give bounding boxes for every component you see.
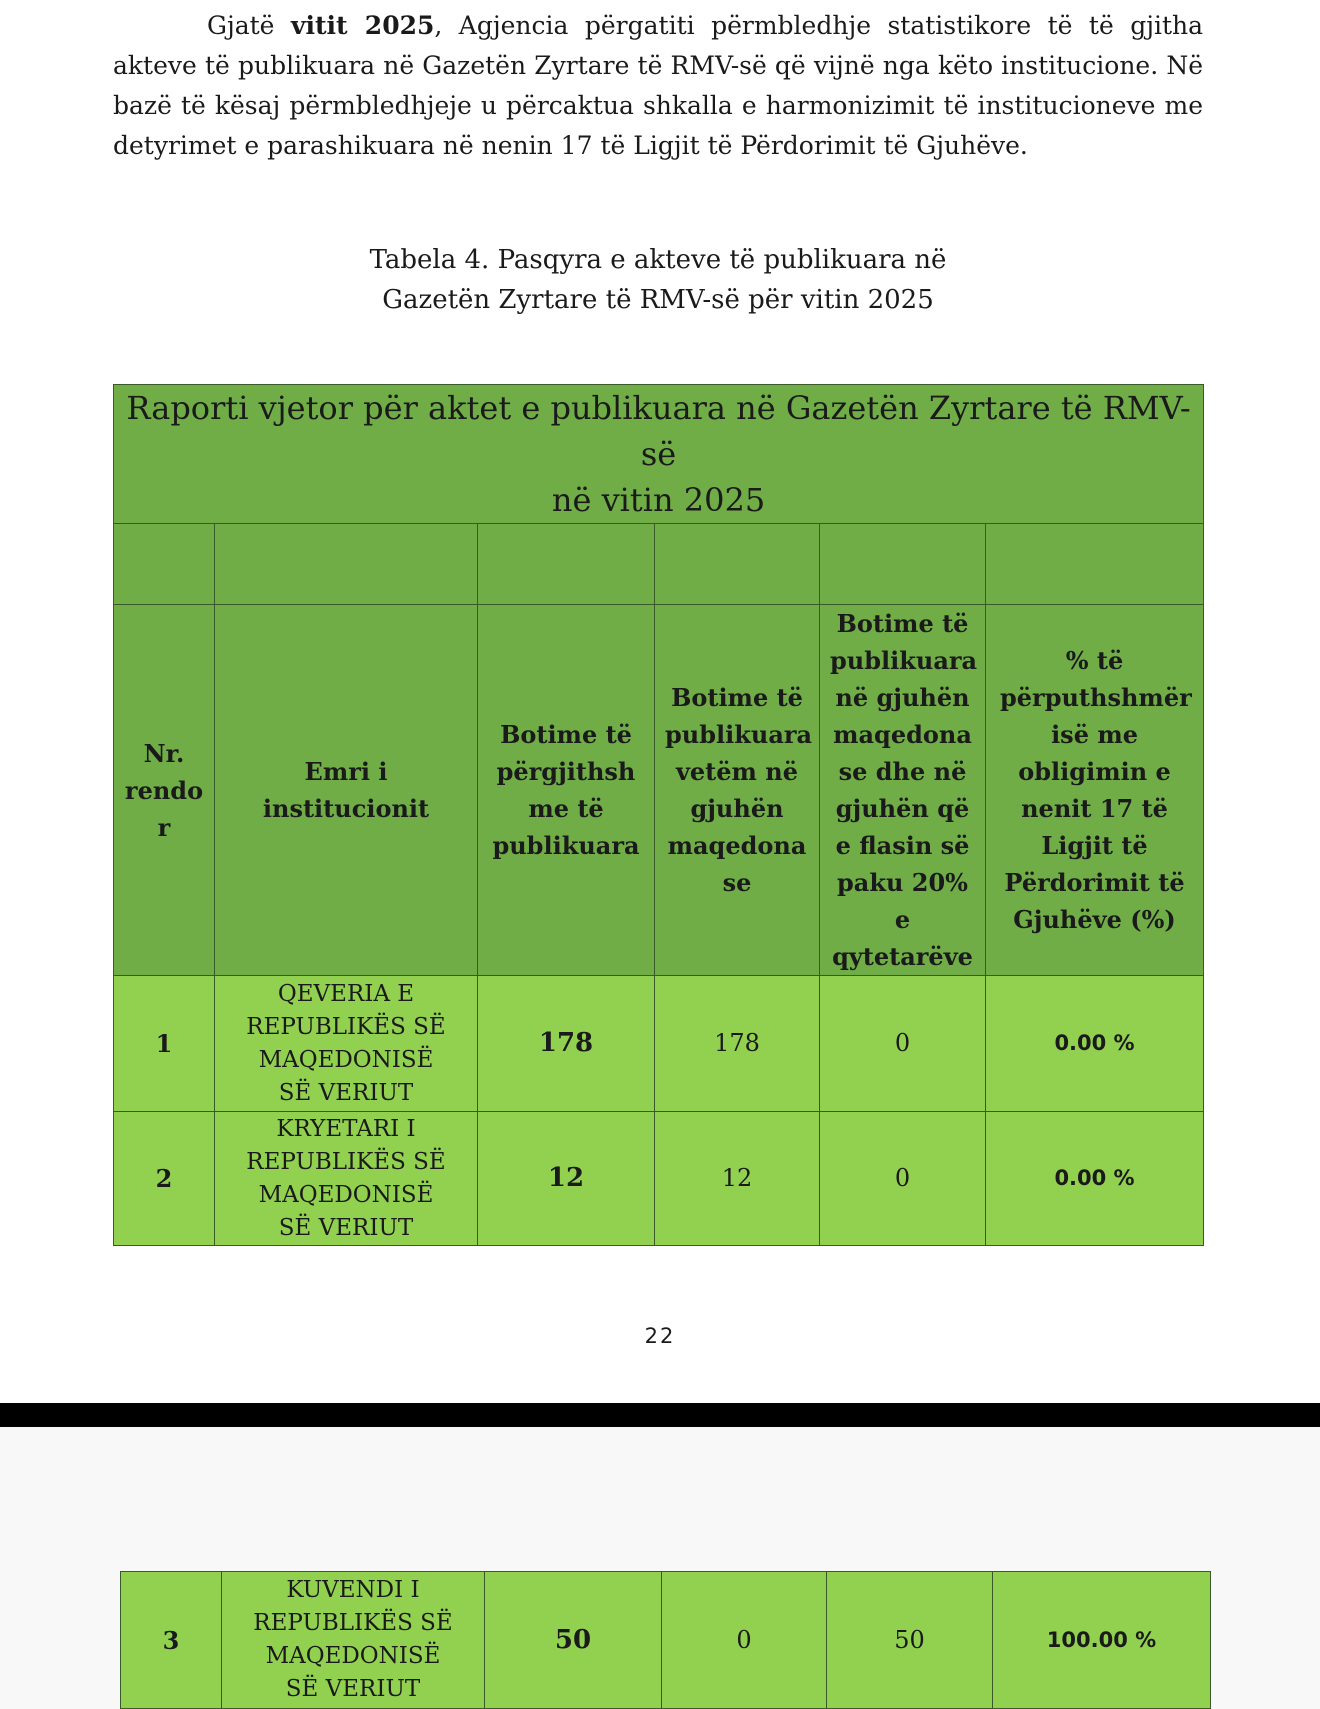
page-separator (0, 1403, 1320, 1427)
table-caption (113, 240, 1203, 320)
intro-bold-year: vitit 2025 (290, 11, 435, 40)
header-mk-only: Botime të publikuara vetëm në gjuhën maqedona se (655, 605, 820, 976)
table-title-line-2: në vitin 2025 (551, 481, 766, 519)
table-title (114, 385, 1204, 524)
table-row (114, 1112, 1204, 1246)
page-number: 22 (644, 1324, 676, 1348)
cell-mk-only: 12 (655, 1112, 820, 1246)
header-percent: % të përputhshmër isë me obligimin e nenit 17 të Ligjit të Përdorimit të Gjuhëve (%) (986, 605, 1204, 976)
cell-percent: 0.00 % (986, 976, 1204, 1112)
blank-cell (478, 524, 655, 605)
blank-cell (655, 524, 820, 605)
header-total: Botime të përgjithsh me të publikuara (478, 605, 655, 976)
cell-mk-and-other: 0 (820, 976, 986, 1112)
cell-mk-and-other: 50 (827, 1572, 993, 1709)
cell-institution: KUVENDI I REPUBLIKËS SË MAQEDONISË SË VERIUT (222, 1572, 485, 1709)
report-table (113, 384, 1204, 1246)
header-nr: Nr. rendo r (114, 605, 215, 976)
intro-prefix: Gjatë (207, 11, 291, 40)
blank-cell (986, 524, 1204, 605)
header-mk-and-other: Botime të publikuara në gjuhën maqedona se dhe në gjuhën që e flasin së paku 20% e qytetarëve (820, 605, 986, 976)
cell-mk-only: 178 (655, 976, 820, 1112)
table-row (121, 1572, 1211, 1709)
cell-institution: KRYETARI I REPUBLIKËS SË MAQEDONISË SË VERIUT (215, 1112, 478, 1246)
cell-nr: 2 (114, 1112, 215, 1246)
blank-cell (820, 524, 986, 605)
cell-total: 178 (478, 976, 655, 1112)
cell-percent: 0.00 % (986, 1112, 1204, 1246)
report-table-continued (120, 1571, 1211, 1709)
table-row (114, 976, 1204, 1112)
cell-total: 50 (485, 1572, 662, 1709)
blank-header-row (114, 524, 1204, 605)
blank-cell (114, 524, 215, 605)
intro-rest: , Agjencia përgatiti përmbledhje statistikore të të gjitha akteve të publikuara në Gazetën Zyrtare të RMV-së që vijnë nga këto institucione. Në bazë të kësaj përmbledhjeje u përcaktua shkalla e harmonizimit të institucioneve me detyrimet e parashikuara në nenin 17 të Ligjit të Përdorimit të Gjuhëve. (113, 11, 1204, 160)
caption-line-2: Gazetën Zyrtare të RMV-së për vitin 2025 (382, 285, 934, 315)
table-title-line-1: Raporti vjetor për aktet e publikuara në Gazetën Zyrtare të RMV-së (126, 389, 1191, 473)
cell-nr: 3 (121, 1572, 222, 1709)
cell-total: 12 (478, 1112, 655, 1246)
cell-institution: QEVERIA E REPUBLIKËS SË MAQEDONISË SË VERIUT (215, 976, 478, 1112)
cell-percent: 100.00 % (993, 1572, 1211, 1709)
header-institution: Emri i institucionit (215, 605, 478, 976)
column-header-row (114, 605, 1204, 976)
caption-line-1: Tabela 4. Pasqyra e akteve të publikuara në (369, 245, 947, 275)
cell-mk-and-other: 0 (820, 1112, 986, 1246)
intro-paragraph (113, 6, 1203, 166)
cell-mk-only: 0 (662, 1572, 827, 1709)
cell-nr: 1 (114, 976, 215, 1112)
blank-cell (215, 524, 478, 605)
